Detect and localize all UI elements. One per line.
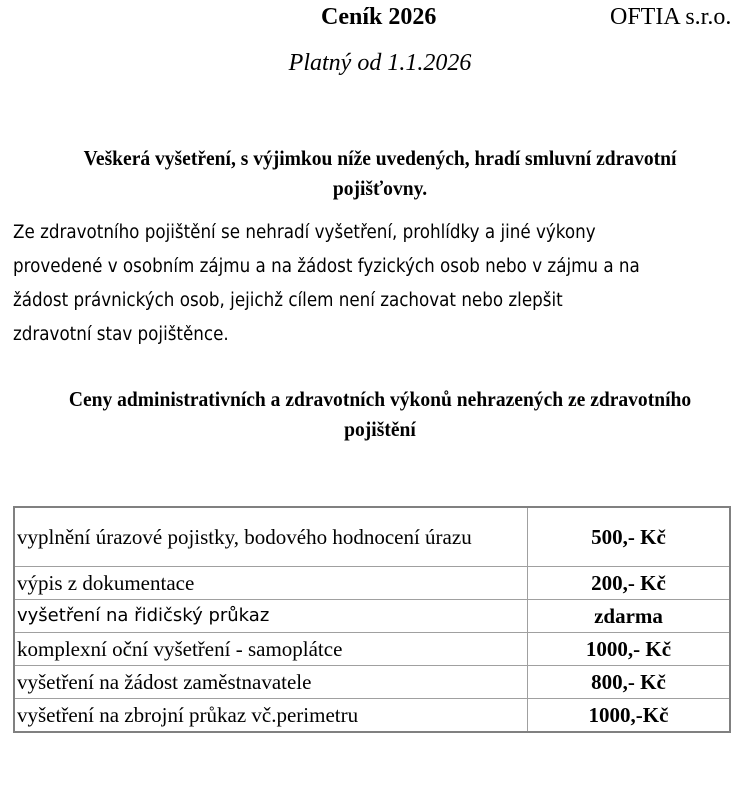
table-row: [14, 699, 730, 733]
service-cell: vyšetření na řidičský průkaz: [14, 600, 528, 633]
price-cell: 200,- Kč: [528, 567, 731, 600]
insurance-notice-heading: Veškerá vyšetření, s výjimkou níže uvedených, hradí smluvní zdravotní pojišťovny.: [83, 146, 677, 200]
table-row: [14, 567, 730, 600]
table-row: [14, 507, 730, 567]
company-name: OFTIA s.r.o.: [610, 4, 732, 30]
valid-from: Platný od 1.1.2026: [288, 50, 472, 76]
price-cell: 1000,- Kč: [528, 633, 731, 666]
service-cell: vyplnění úrazové pojistky, bodového hodnocení úrazu: [14, 507, 528, 567]
price-cell: 1000,-Kč: [528, 699, 731, 733]
paragraph-line: provedené v osobním zájmu a na žádost fyzických osob nebo v zájmu a na: [13, 256, 640, 277]
price-table: [13, 506, 731, 733]
service-cell: vyšetření na zbrojní průkaz vč.perimetru: [14, 699, 528, 733]
price-cell: 500,- Kč: [528, 507, 731, 567]
insurance-notice-paragraph: [13, 216, 689, 352]
price-cell: zdarma: [528, 600, 731, 633]
paragraph-line: zdravotní stav pojištěnce.: [13, 324, 229, 345]
page-title: Ceník 2026: [321, 4, 437, 30]
paragraph-line: žádost právnických osob, jejichž cílem není zachovat nebo zlepšit: [13, 290, 563, 311]
table-row: [14, 600, 730, 633]
price-cell: 800,- Kč: [528, 666, 731, 699]
table-row: [14, 666, 730, 699]
service-cell: komplexní oční vyšetření - samoplátce: [14, 633, 528, 666]
service-cell: výpis z dokumentace: [14, 567, 528, 600]
price-list-heading: Ceny administrativních a zdravotních výkonů nehrazených ze zdravotního pojištění: [68, 387, 692, 441]
table-row: [14, 633, 730, 666]
paragraph-line: Ze zdravotního pojištění se nehradí vyšetření, prohlídky a jiné výkony: [13, 222, 596, 243]
service-cell: vyšetření na žádost zaměstnavatele: [14, 666, 528, 699]
